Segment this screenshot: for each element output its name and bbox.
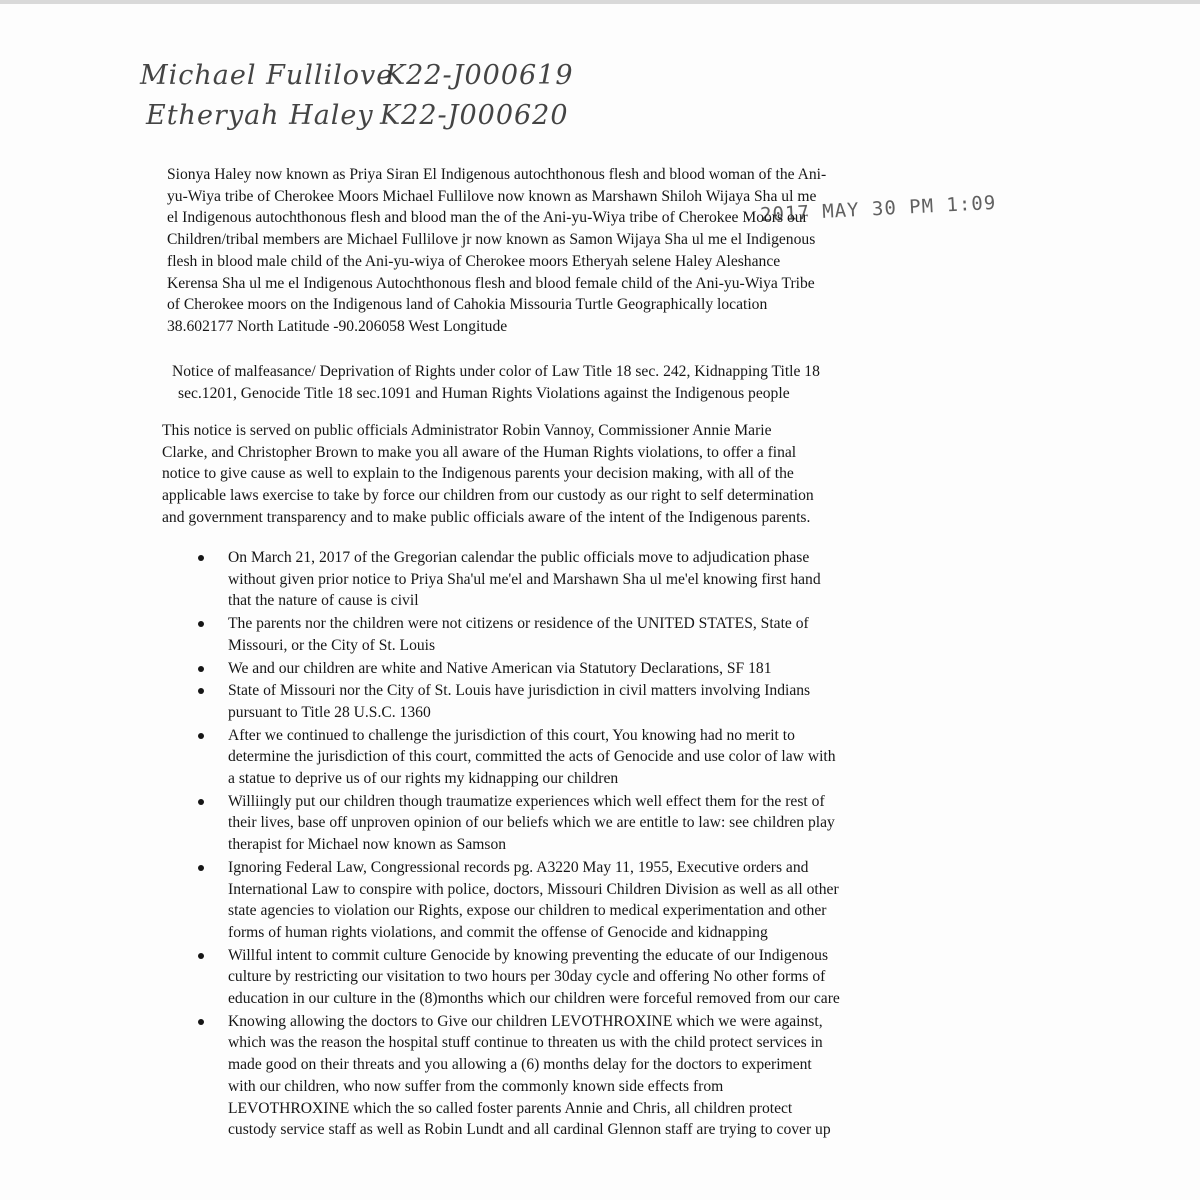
- bullet-dot-icon: [198, 1019, 204, 1025]
- notice-title-line: sec.1201, Genocide Title 18 sec.1091 and Human Rights Violations against the Indigenous people: [178, 384, 790, 402]
- bullet-line: International Law to conspire with police, doctors, Missouri Children Division as well as all other: [228, 880, 839, 898]
- intro-line: flesh in blood male child of the Ani-yu-wiya of Cherokee moors Etheryah selene Haley Aleshance: [167, 252, 781, 270]
- served-line: and government transparency and to make public officials aware of the intent of the Indigenous parents.: [162, 508, 811, 526]
- bullet-line: education in our culture in the (8)months which our children were forceful removed from our care: [228, 990, 840, 1008]
- bullet-line: Missouri, or the City of St. Louis: [228, 636, 436, 654]
- bullet-dot-icon: [198, 555, 204, 561]
- served-line: applicable laws exercise to take by force our children from our custody as our right to self determination: [162, 487, 814, 505]
- bullet-line: Knowing allowing the doctors to Give our children LEVOTHROXINE which we were against,: [228, 1012, 823, 1030]
- served-paragraph: [162, 420, 1082, 529]
- bullet-dot-icon: [198, 799, 204, 805]
- served-line: Clarke, and Christopher Brown to make you all aware of the Human Rights violations, to offer a final: [162, 443, 797, 461]
- received-date-stamp: 2017 MAY 30 PM 1:09: [759, 191, 997, 227]
- bullet-line: We and our children are white and Native American via Statutory Declarations, SF 181: [228, 659, 772, 677]
- bullet-item: [196, 613, 1074, 656]
- bullet-line: without given prior notice to Priya Sha'ul me'el and Marshawn Sha ul me'el knowing first hand: [228, 570, 821, 588]
- bullet-line: custody service staff as well as Robin Lundt and all cardinal Glennon staff are trying to cover up: [228, 1121, 831, 1139]
- bullet-line: Williingly put our children though traumatize experiences which well effect them for the rest of: [228, 792, 825, 810]
- intro-line: Sionya Haley now known as Priya Siran El Indigenous autochthonous flesh and blood woman of the Ani-: [167, 166, 827, 183]
- bullet-line: determine the jurisdiction of this court, committed the acts of Genocide and use color of law with: [228, 748, 836, 766]
- bullet-line: forms of human rights violations, and commit the offense of Genocide and kidnapping: [228, 923, 768, 941]
- bullet-item: [196, 791, 1074, 856]
- bullet-item: [196, 658, 1074, 680]
- bullet-line: pursuant to Title 28 U.S.C. 1360: [228, 703, 431, 721]
- served-line: This notice is served on public officials Administrator Robin Vannoy, Commissioner Annie Marie: [162, 422, 772, 439]
- bullet-line: state agencies to violation our Rights, expose our children to medical experimentation and other: [228, 902, 827, 920]
- bullet-dot-icon: [198, 688, 204, 694]
- bullet-line: Willful intent to commit culture Genocide by knowing preventing the educate of our Indigenous: [228, 946, 829, 964]
- bullet-dot-icon: [198, 865, 204, 871]
- bullet-item: [196, 857, 1074, 944]
- bullet-line: After we continued to challenge the jurisdiction of this court, You knowing had no merit to: [228, 726, 795, 744]
- bullet-dot-icon: [198, 733, 204, 739]
- intro-line: Children/tribal members are Michael Fullilove jr now known as Samon Wijaya Sha ul me el Indigenous: [167, 231, 816, 249]
- bullet-item: [196, 945, 1074, 1010]
- handwritten-case-number-1: K22-J000619: [385, 60, 574, 91]
- served-line: notice to give cause as well to explain to the Indigenous parents your decision making, with all of the: [162, 465, 794, 483]
- bullet-dot-icon: [198, 621, 204, 627]
- bullet-line: The parents nor the children were not citizens or residence of the UNITED STATES, State of: [228, 615, 809, 633]
- bullet-dot-icon: [198, 953, 204, 959]
- intro-line: 38.602177 North Latitude -90.206058 West Longitude: [167, 317, 508, 335]
- bullet-line: Ignoring Federal Law, Congressional records pg. A3220 May 11, 1955, Executive orders and: [228, 858, 809, 876]
- bullet-dot-icon: [198, 666, 204, 672]
- notice-title: [172, 361, 1082, 404]
- bullet-line: their lives, base off unproven opinion of our beliefs which we are entitle to law: see children play: [228, 814, 835, 832]
- handwritten-name-2: Etheryah Haley: [146, 100, 374, 131]
- bullet-item: [196, 680, 1074, 723]
- grievance-bullet-list: [196, 547, 1074, 1142]
- bullet-item: [196, 725, 1074, 790]
- intro-line: of Cherokee moors on the Indigenous land of Cahokia Missouria Turtle Geographically location: [167, 296, 768, 314]
- bullet-item: [196, 547, 1074, 612]
- intro-paragraph: [167, 164, 1087, 338]
- bullet-line: State of Missouri nor the City of St. Louis have jurisdiction in civil matters involving Indians: [228, 682, 811, 700]
- handwritten-case-number-2: K22-J000620: [380, 100, 569, 131]
- intro-line: yu-Wiya tribe of Cherokee Moors Michael Fullilove now known as Marshawn Shiloh Wijaya Sha ul me: [167, 187, 817, 205]
- bullet-line: On March 21, 2017 of the Gregorian calendar the public officials move to adjudication phase: [228, 549, 810, 566]
- scan-edge: [0, 0, 1200, 4]
- intro-line: el Indigenous autochthonous flesh and blood man the of the Ani-yu-Wiya tribe of Cherokee Moors our: [167, 209, 808, 227]
- intro-line: Kerensa Sha ul me el Indigenous Autochthonous flesh and blood female child of the Ani-yu-Wiya Tribe: [167, 274, 815, 292]
- bullet-line: LEVOTHROXINE which the so called foster parents Annie and Chris, all children protect: [228, 1099, 793, 1117]
- bullet-line: that the nature of cause is civil: [228, 592, 419, 610]
- bullet-line: a statue to deprive us of our rights my kidnapping our children: [228, 770, 619, 788]
- bullet-line: which was the reason the hospital stuff continue to threaten us with the child protect services in: [228, 1034, 823, 1052]
- bullet-line: therapist for Michael now known as Samson: [228, 836, 507, 854]
- bullet-item: [196, 1011, 1074, 1141]
- notice-title-line: Notice of malfeasance/ Deprivation of Rights under color of Law Title 18 sec. 242, Kidnapping Title 18: [172, 363, 820, 380]
- bullet-line: with our children, who now suffer from the commonly known side effects from: [228, 1077, 724, 1095]
- bullet-line: culture by restricting our visitation to two hours per 30day cycle and offering No other forms of: [228, 968, 826, 986]
- handwritten-name-1: Michael Fullilove: [140, 60, 394, 91]
- bullet-line: made good on their threats and you allowing a (6) months delay for the doctors to experiment: [228, 1056, 812, 1074]
